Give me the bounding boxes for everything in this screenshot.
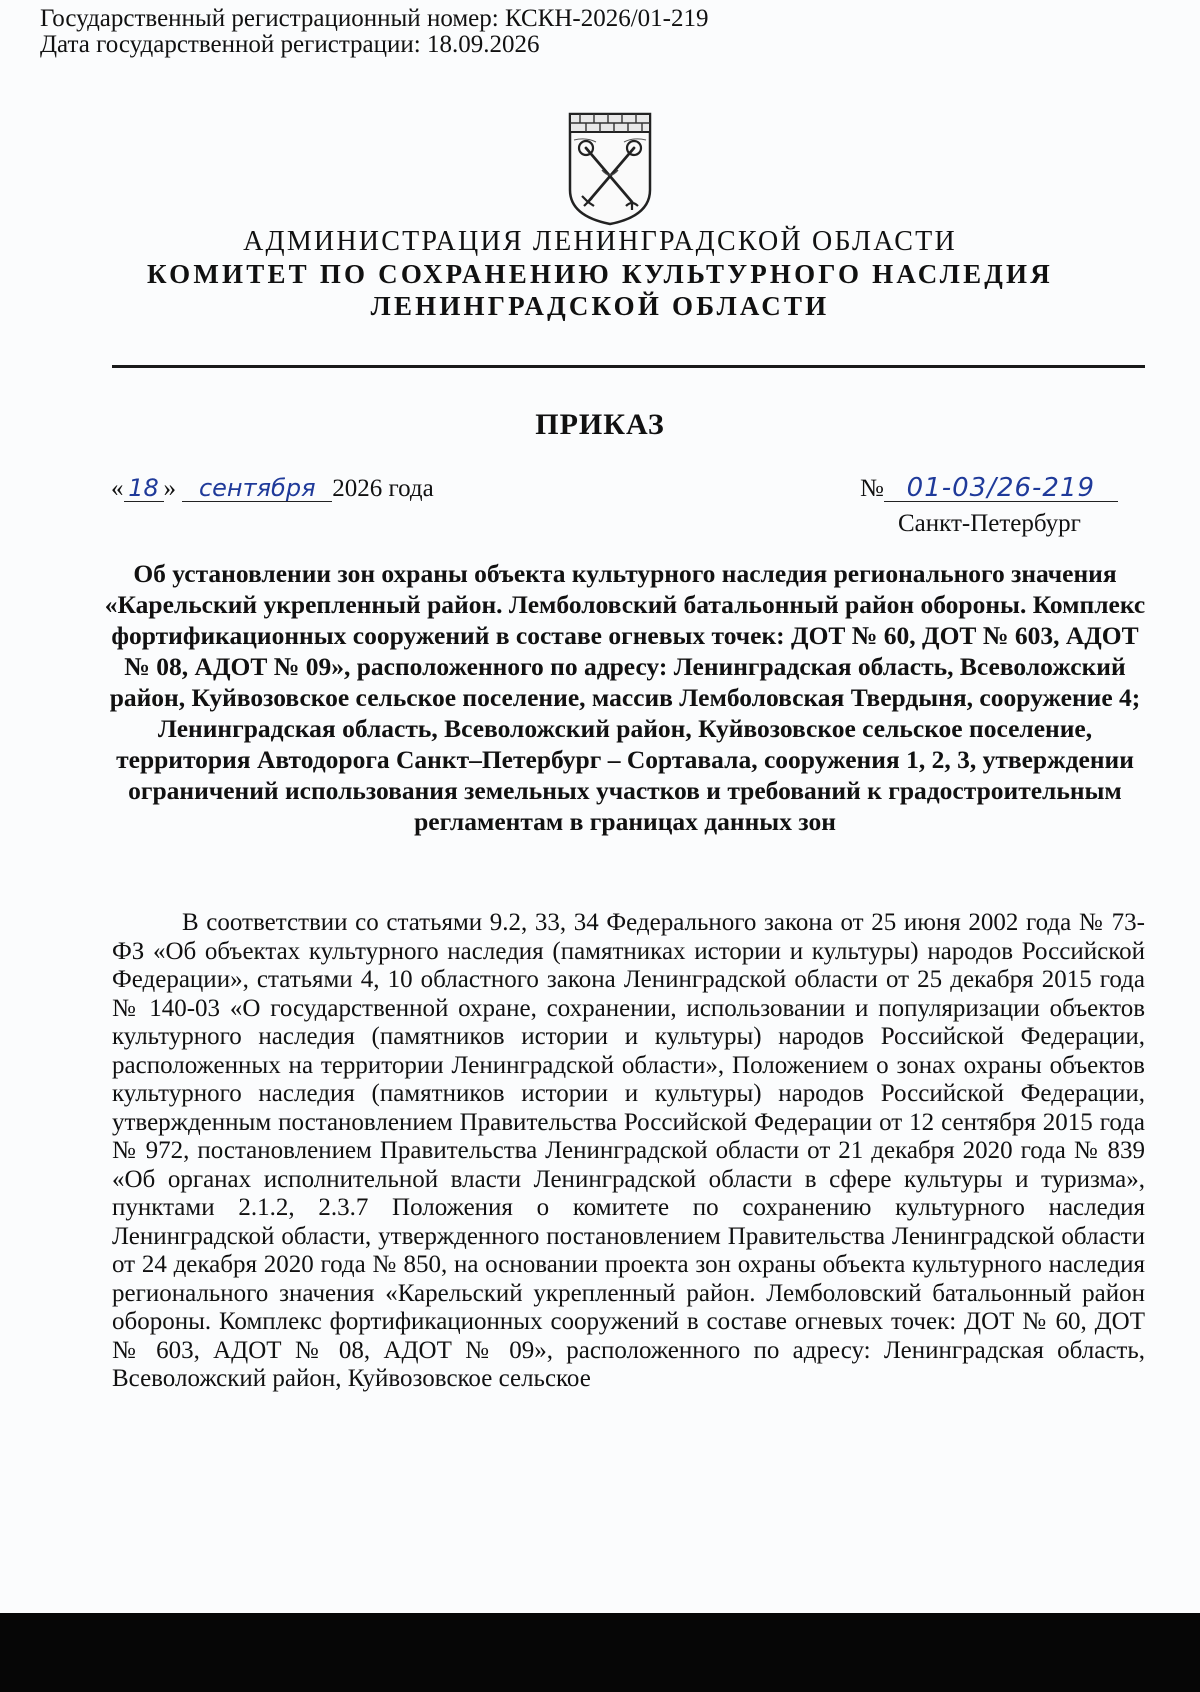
registration-number: Государственный регистрационный номер: КСКН-2026/01-219 <box>40 5 709 32</box>
administration-title: АДМИНИСТРАЦИЯ ЛЕНИНГРАДСКОЙ ОБЛАСТИ <box>243 226 957 257</box>
date-year: 2026 года <box>332 475 434 502</box>
order-date <box>111 475 434 503</box>
scan-footer-bar <box>0 1613 1200 1692</box>
date-open-quote: « <box>111 475 124 502</box>
header-divider <box>112 365 1145 368</box>
committee-region: ЛЕНИНГРАДСКОЙ ОБЛАСТИ <box>370 291 830 321</box>
order-number-prefix: № <box>860 475 884 502</box>
date-month-field: сентября <box>182 475 332 502</box>
order-number-field: 01-03/26-219 <box>884 475 1118 502</box>
date-day-field: 18 <box>124 475 164 502</box>
coat-of-arms-keys-anchor-icon <box>566 110 654 226</box>
body-paragraph: В соответствии со статьями 9.2, 33, 34 Федерального закона от 25 июня 2002 года № 73-ФЗ «Об объектах культурного наследия (памятниках истории и культуры) народов Российской Федерации», статьями 4, 10 областного закона Ленинградской области от 25 декабря 2015 года № 140-03 «О государственной охране, сохранении, использовании и популяризации объектов культурного наследия (памятников истории и культуры) народов Российской Федерации, расположенных на территории Ленинградской области», Положением о зонах охраны объектов культурного наследия (памятников истории и культуры) народов Российской Федерации, утвержденным постановлением Правительства Российской Федерации от 12 сентября 2015 года № 972, постановлением Правительства Ленинградской области от 21 декабря 2020 года № 839 «Об органах исполнительной власти Ленинградской области в сфере культуры и туризма», пунктами 2.1.2, 2.3.7 Положения о комитете по сохранению культурного наследия Ленинградской области, утвержденного постановлением Правительства Ленинградской области от 24 декабря 2020 года № 850, на основании проекта зон охраны объекта культурного наследия регионального значения «Карельский укрепленный район. Лемболовский батальонный район обороны. Комплекс фортификационных сооружений в составе огневых точек: ДОТ № 60, ДОТ № 603, АДОТ № 08, АДОТ № 09», расположенного по адресу: Ленинградская область, Всеволожский район, Куйвозовское сельское <box>112 909 1145 1392</box>
registration-date: Дата государственной регистрации: 18.09.2026 <box>40 31 540 58</box>
document-type: ПРИКАЗ <box>535 408 665 441</box>
order-title: Об установлении зон охраны объекта культурного наследия регионального значения «Карельский укрепленный район. Лемболовский батальонный район обороны. Комплекс фортификационных сооружений в составе огневых точек: ДОТ № 60, ДОТ № 603, АДОТ № 08, АДОТ № 09», расположенного по адресу: Ленинградская область, Всеволожский район, Куйвозовское сельское поселение, массив Лемболовская Твердыня, сооружение 4; Ленинградская область, Всеволожский район, Куйвозовское сельское поселение, территория Автодорога Санкт–Петербург – Сортавала, сооружения 1, 2, 3, утверждении ограничений использования земельных участков и требований к градостроительным регламентам в границах данных зон <box>104 559 1146 836</box>
order-city: Санкт-Петербург <box>898 510 1081 537</box>
order-number <box>860 475 1118 503</box>
order-body <box>112 909 1145 1394</box>
registration-stamp <box>40 6 709 58</box>
date-close-quote: » <box>163 475 176 502</box>
committee-title: КОМИТЕТ ПО СОХРАНЕНИЮ КУЛЬТУРНОГО НАСЛЕДИЯ <box>147 259 1053 289</box>
